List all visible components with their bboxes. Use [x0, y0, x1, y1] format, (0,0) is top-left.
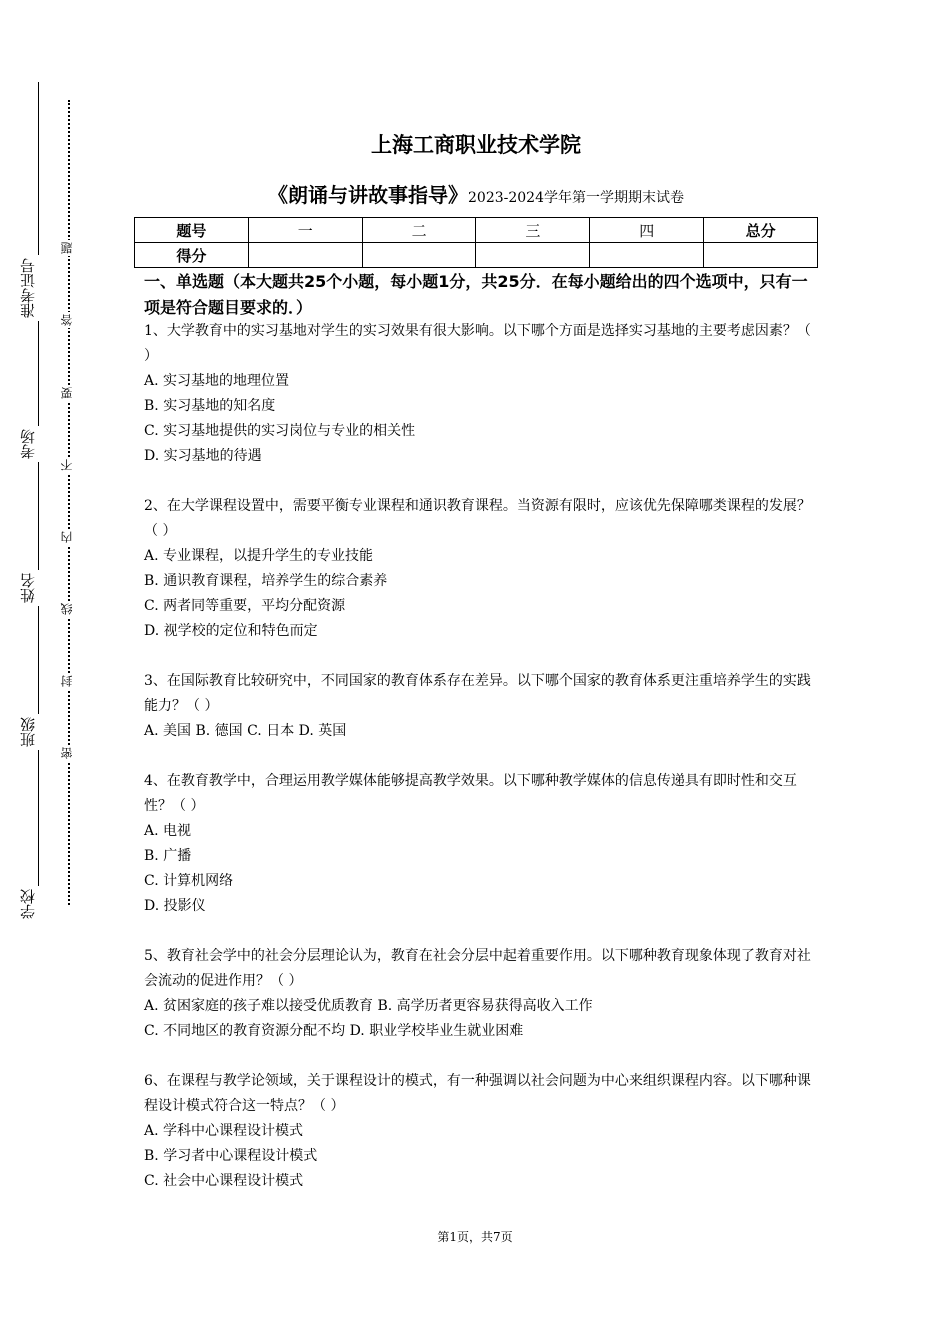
question-option: C. 实习基地提供的实习岗位与专业的相关性	[144, 423, 416, 439]
school-title: 上海工商职业技术学院	[371, 133, 581, 157]
seal-char: 要	[60, 387, 74, 399]
question	[144, 494, 816, 644]
question-text: 4、在教育教学中，合理运用教学媒体能够提高教学效果。以下哪种教学媒体的信息传递具有即时性和交互性？（ ）	[144, 773, 797, 814]
score-row-label: 得分	[135, 243, 249, 268]
score-table	[134, 217, 818, 268]
question-option: A. 专业课程，以提升学生的专业技能	[144, 548, 374, 564]
term-title: 2023-2024学年第一学期期末试卷	[468, 190, 684, 206]
question-option: C. 两者同等重要，平均分配资源	[144, 598, 346, 614]
question-option: A. 学科中心课程设计模式	[144, 1123, 304, 1139]
score-header-cell: 总分	[704, 218, 818, 243]
question-text: 5、教育社会学中的社会分层理论认为，教育在社会分层中起着重要作用。以下哪种教育现象体现了教育对社会流动的促进作用？（ ）	[144, 948, 811, 989]
question-text: 3、在国际教育比较研究中，不同国家的教育体系存在差异。以下哪个国家的教育体系更注重培养学生的实践能力？（ ）	[144, 673, 811, 714]
seal-char: 不	[60, 459, 74, 471]
question-option: A. 电视	[144, 823, 192, 839]
score-cell	[476, 243, 590, 268]
seal-dotted-line	[68, 100, 70, 905]
score-value-row	[135, 243, 818, 268]
seal-char: 密	[60, 747, 74, 759]
question-option: C. 计算机网络	[144, 873, 234, 889]
question-text: 6、在课程与教学论领域，关于课程设计的模式，有一种强调以社会问题为中心来组织课程内容。以下哪种课程设计模式符合这一特点？（ ）	[144, 1073, 811, 1114]
question-option: B. 实习基地的知名度	[144, 398, 276, 414]
name-label: 姓名	[20, 570, 42, 606]
question-text: 1、大学教育中的实习基地对学生的实习效果有很大影响。以下哪个方面是选择实习基地的主要考虑因素？（ ）	[144, 323, 811, 364]
score-header-cell: 题号	[135, 218, 249, 243]
question-option: D. 投影仪	[144, 898, 206, 914]
question-option: A. 实习基地的地理位置	[144, 373, 290, 389]
exam-subtitle	[134, 180, 818, 213]
page-number: 第1页，共7页	[437, 1230, 513, 1244]
question-option: C. 社会中心课程设计模式	[144, 1173, 304, 1189]
question-option: B. 通识教育课程，培养学生的综合素养	[144, 573, 388, 589]
question	[144, 1069, 816, 1194]
score-header-cell: 四	[590, 218, 704, 243]
question-list	[144, 319, 816, 1219]
question-option: B. 学习者中心课程设计模式	[144, 1148, 318, 1164]
score-header-cell: 二	[362, 218, 476, 243]
question-option: A. 贫困家庭的孩子难以接受优质教育 B. 高学历者更容易获得高收入工作	[144, 998, 593, 1014]
score-cell	[362, 243, 476, 268]
question	[144, 944, 816, 1044]
school-label: 学校	[20, 886, 42, 922]
binding-solid-line	[38, 82, 39, 922]
score-cell	[248, 243, 362, 268]
seal-char: 题	[60, 242, 74, 254]
question-option: C. 不同地区的教育资源分配不均 D. 职业学校毕业生就业困难	[144, 1023, 524, 1039]
section-title: 一、单选题（本大题共25个小题，每小题1分，共25分．在每小题给出的四个选项中，只有一项是符合题目要求的．）	[144, 272, 808, 317]
question	[144, 769, 816, 919]
exam-room-label: 考场	[20, 426, 42, 462]
seal-char: 封	[60, 675, 74, 687]
score-header-cell: 一	[248, 218, 362, 243]
question	[144, 319, 816, 469]
question-option: B. 广播	[144, 848, 192, 864]
score-cell	[704, 243, 818, 268]
class-label: 班级	[20, 714, 42, 750]
question	[144, 669, 816, 744]
exam-id-label: 准考证号	[20, 255, 42, 321]
seal-char: 答	[60, 314, 74, 326]
score-cell	[590, 243, 704, 268]
question-option: D. 实习基地的待遇	[144, 448, 262, 464]
seal-char: 线	[60, 603, 74, 615]
binding-margin	[0, 0, 80, 1344]
course-title: 《朗诵与讲故事指导》	[268, 183, 468, 207]
question-option: A. 美国 B. 德国 C. 日本 D. 英国	[144, 723, 347, 739]
question-option: D. 视学校的定位和特色而定	[144, 623, 318, 639]
score-header-cell: 三	[476, 218, 590, 243]
seal-char: 内	[60, 531, 74, 543]
score-header-row	[135, 218, 818, 243]
question-text: 2、在大学课程设置中，需要平衡专业课程和通识教育课程。当资源有限时，应该优先保障哪类课程的发展？（ ）	[144, 498, 811, 539]
